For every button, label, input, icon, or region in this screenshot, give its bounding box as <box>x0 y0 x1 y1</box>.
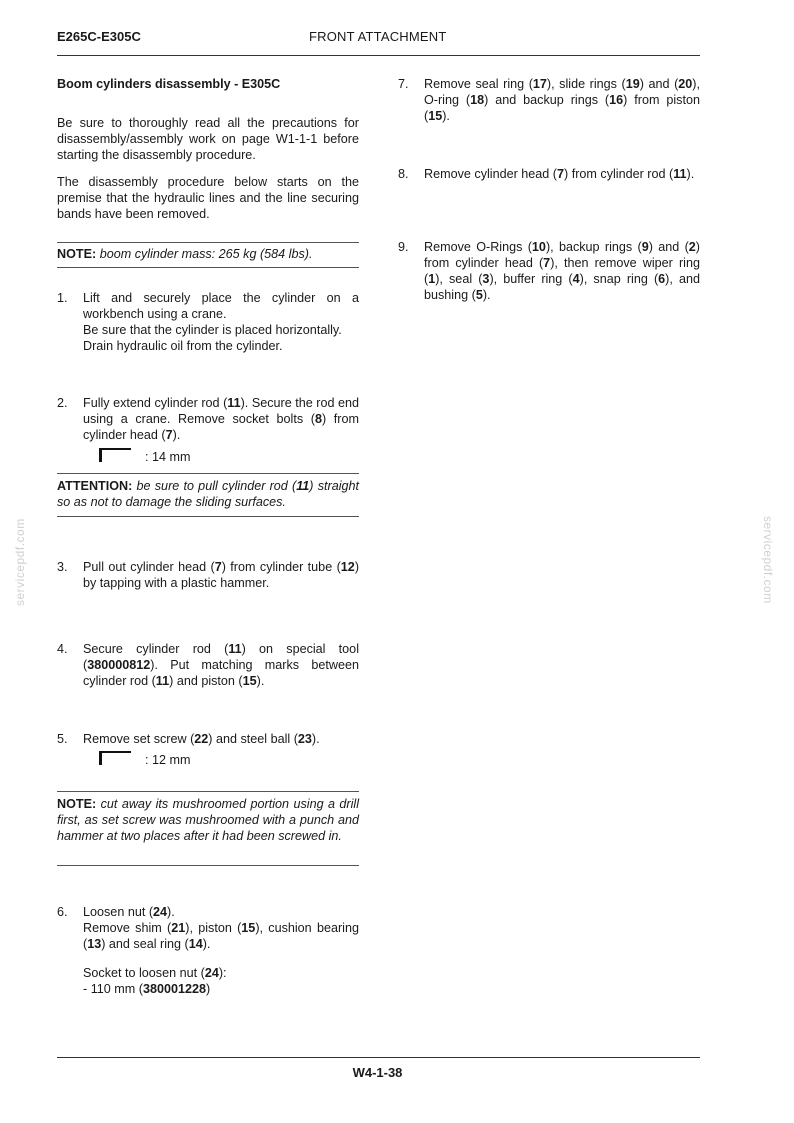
step-number: 3. <box>57 560 68 574</box>
step-line: Drain hydraulic oil from the cylinder. <box>83 339 283 353</box>
note-label: NOTE: <box>57 247 97 261</box>
watermark-right: servicepdf.com <box>761 516 775 604</box>
step-9 <box>398 239 700 303</box>
step-3 <box>57 559 359 591</box>
document-model: E265C-E305C <box>57 29 141 44</box>
step-5 <box>57 731 359 747</box>
step-number: 4. <box>57 642 68 656</box>
step-line: Be sure that the cylinder is placed horizontally. <box>83 323 342 337</box>
step-text: Loosen nut (24). Remove shim (21), piston (15), cushion bearing (13) and seal ring (14). Socket to loosen nut (24): - 110 mm (380001228) <box>83 905 359 996</box>
page-number: W4-1-38 <box>352 1065 403 1080</box>
step-number: 7. <box>398 77 409 91</box>
note-top-rule <box>57 242 359 243</box>
note-set-screw: NOTE: cut away its mushroomed portion using a drill first, as set screw was mushroomed with a punch and hammer at two places after it had been screwed in. <box>57 797 359 843</box>
attention-note: ATTENTION: be sure to pull cylinder rod (11) straight so as not to damage the sliding surfaces. <box>57 479 359 509</box>
intro-paragraph-1: Be sure to thoroughly read all the precautions for disassembly/assembly work on page W1-1-1 before starting the disassembly procedure. <box>57 116 359 162</box>
step-1 <box>57 290 359 354</box>
wrench-icon <box>99 448 131 462</box>
header-divider <box>57 55 700 56</box>
section-title: FRONT ATTACHMENT <box>309 29 447 44</box>
step-number: 5. <box>57 732 68 746</box>
wrench-icon <box>99 751 131 765</box>
step-text: Fully extend cylinder rod (11). Secure the rod end using a crane. Remove socket bolts (8) from cylinder head (7). <box>83 396 359 442</box>
note-text: boom cylinder mass: 265 kg (584 lbs). <box>99 247 313 261</box>
step-number: 8. <box>398 167 409 181</box>
note2-bottom-rule <box>57 865 359 866</box>
step-number: 9. <box>398 240 409 254</box>
attention-bottom-rule <box>57 516 359 517</box>
watermark-left: servicepdf.com <box>13 518 27 606</box>
step-8 <box>398 166 700 198</box>
step-7 <box>398 76 700 124</box>
attention-top-rule <box>57 473 359 474</box>
wrench-size-14: : 14 mm <box>145 450 191 464</box>
note2-top-rule <box>57 791 359 792</box>
step-text: Remove O-Rings (10), backup rings (9) and (2) from cylinder head (7), then remove wiper ring (1), seal (3), buffer ring (4), snap ring (6), and bushing (5). <box>424 240 700 302</box>
procedure-title: Boom cylinders disassembly - E305C <box>57 77 281 91</box>
step-line: Lift and securely place the cylinder on a workbench using a crane. <box>83 291 359 321</box>
step-2 <box>57 395 359 443</box>
step-text: Remove seal ring (17), slide rings (19) and (20), O-ring (18) and backup rings (16) from piston (15). <box>424 77 700 123</box>
step-text: Remove cylinder head (7) from cylinder rod (11). <box>424 167 695 181</box>
note-bottom-rule <box>57 267 359 268</box>
step-number: 1. <box>57 291 68 305</box>
step-text: Secure cylinder rod (11) on special tool (380000812). Put matching marks between cylinder rod (11) and piston (15). <box>83 642 359 688</box>
step-4 <box>57 641 359 689</box>
step-text: Remove set screw (22) and steel ball (23). <box>83 732 320 746</box>
step-text: Pull out cylinder head (7) from cylinder tube (12) by tapping with a plastic hammer. <box>83 560 360 590</box>
footer-divider <box>57 1057 700 1058</box>
intro-paragraph-2: The disassembly procedure below starts on the premise that the hydraulic lines and the line securing bands have been removed. <box>57 175 359 221</box>
note-mass <box>57 246 359 262</box>
wrench-size-12: : 12 mm <box>145 753 191 767</box>
step-number: 2. <box>57 396 68 410</box>
step-6 <box>57 904 359 1000</box>
step-number: 6. <box>57 905 68 919</box>
